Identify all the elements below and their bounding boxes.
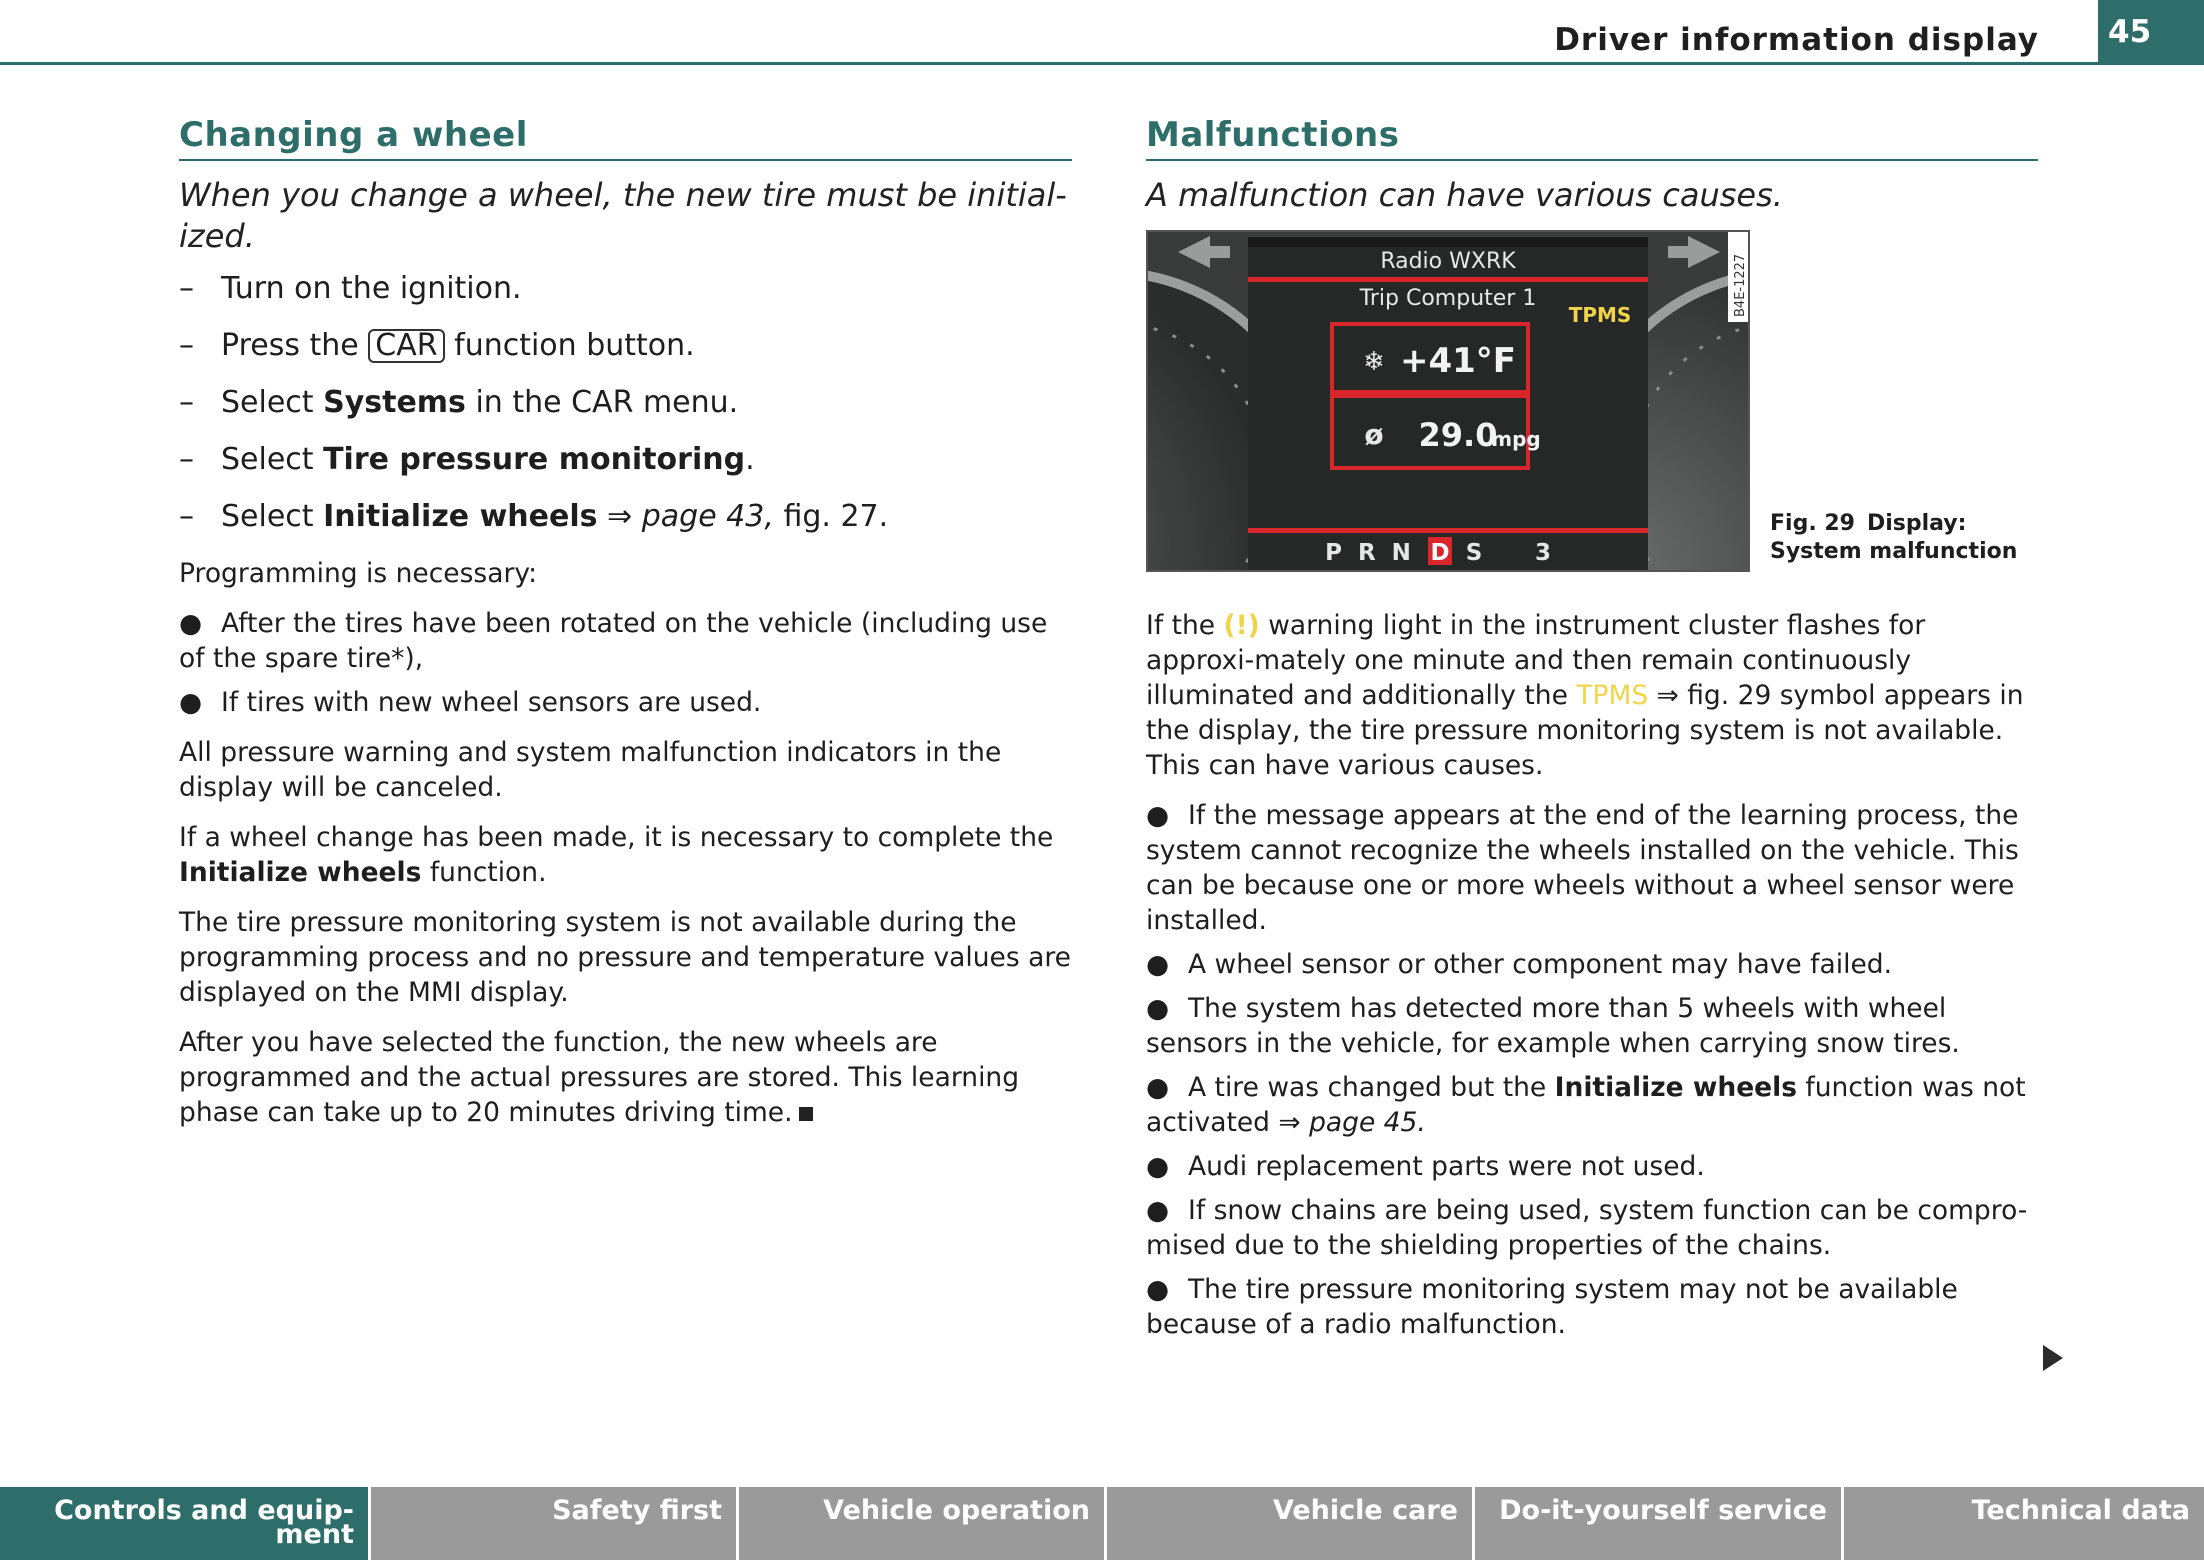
- tab-controls-and-equipment[interactable]: Controls and equip- ment: [0, 1487, 368, 1560]
- tab-technical-data[interactable]: Technical data: [1844, 1487, 2204, 1560]
- bullet-item: ● If the message appears at the end of the learning process, the system cannot recognize the wheels installed on the vehicle. This can be because one or more wheels without a wheel sensor were installed.: [1146, 800, 2019, 936]
- car-key-symbol: CAR: [368, 329, 444, 363]
- gear-number: 3: [1534, 540, 1552, 566]
- average-icon: ø: [1364, 418, 1384, 451]
- instrument-cluster-image: [1146, 230, 1750, 572]
- continue-arrow-icon: [2043, 1345, 2063, 1371]
- tab-vehicle-care[interactable]: Vehicle care: [1107, 1487, 1472, 1560]
- left-column: [179, 115, 1072, 1145]
- header-rule: [0, 62, 2204, 65]
- snowflake-icon: ❄: [1363, 347, 1385, 377]
- bullet-item: ● The system has detected more than 5 wheels with wheel sensors in the vehicle, for example when carrying snow tires.: [1146, 993, 1960, 1059]
- end-of-section-icon: [799, 1107, 813, 1121]
- gear-active: D: [1430, 540, 1450, 566]
- step-item: – Select Initialize wheels ⇒ page 43, fig. 27.: [179, 499, 889, 534]
- mpg-unit: mpg: [1491, 427, 1541, 451]
- para-warning: If the (!) warning light in the instrument cluster flashes for approxi-mately one minute and then remain continuously illuminated and additionally the TPMS ⇒ fig. 29 symbol appears in the display, the tire pressure monitoring system is not available. This can have various causes.: [1146, 610, 2024, 781]
- figure-code: B4E-1227: [1733, 253, 1748, 317]
- tab-vehicle-operation[interactable]: Vehicle operation: [739, 1487, 1104, 1560]
- right-column: [1146, 115, 2038, 1357]
- section-intro: A malfunction can have various causes.: [1146, 176, 1783, 214]
- tpms-warning-icon: (!): [1223, 610, 1260, 641]
- figure-caption: Fig. 29 Display: System malfunction: [1770, 511, 2018, 564]
- bullet-item: ● A tire was changed but the Initialize wheels function was not activated ⇒ page 45.: [1146, 1072, 2026, 1138]
- tab-do-it-yourself-service[interactable]: Do-it-yourself service: [1475, 1487, 1841, 1560]
- trip-computer-label: Trip Computer 1: [1359, 286, 1537, 311]
- bullet-item: ● If snow chains are being used, system function can be compro-mised due to the shielding properties of the chains.: [1146, 1195, 2028, 1261]
- bullet-item: ● Audi replacement parts were not used.: [1146, 1151, 1705, 1182]
- programming-bullets: [179, 606, 1072, 720]
- bullet-item: ● If tires with new wheel sensors are used.: [179, 687, 762, 718]
- footer-tab-bar: [0, 1487, 2204, 1560]
- para-learning: After you have selected the function, the new wheels are programmed and the actual pressures are stored. This learning phase can take up to 20 minutes driving time.: [179, 1027, 1020, 1128]
- step-item: – Press the CAR function button.: [179, 328, 695, 363]
- section-title-malfunctions: Malfunctions: [1146, 115, 2038, 161]
- para-cancel: All pressure warning and system malfunction indicators in the display will be canceled.: [179, 737, 1002, 803]
- temperature-value: +41°F: [1399, 341, 1517, 381]
- programming-intro: Programming is necessary:: [179, 558, 538, 589]
- bullet-item: ● The tire pressure monitoring system may not be available because of a radio malfunction.: [1146, 1274, 1958, 1340]
- step-item: – Turn on the ignition.: [179, 271, 522, 306]
- radio-label: Radio WXRK: [1380, 249, 1516, 274]
- gear-prefix: P R N: [1325, 540, 1415, 566]
- tab-safety-first[interactable]: Safety first: [371, 1487, 736, 1560]
- para-unavailable: The tire pressure monitoring system is not available during the programming process and no pressure and temperature values are displayed on the MMI display.: [179, 907, 1071, 1008]
- mpg-value: 29.0: [1418, 416, 1498, 454]
- para-wheel-change: If a wheel change has been made, it is necessary to complete the Initialize wheels function.: [179, 822, 1054, 888]
- tpms-inline-symbol: TPMS: [1576, 680, 1649, 711]
- section-intro: When you change a wheel, the new tire must be initial-ized.: [179, 176, 1067, 255]
- figure-29: [1146, 230, 2038, 586]
- causes-list: [1146, 798, 2038, 1342]
- tpms-label: TPMS: [1568, 303, 1632, 327]
- bullet-item: ● A wheel sensor or other component may have failed.: [1146, 949, 1892, 980]
- page-reference-link[interactable]: page 43,: [641, 499, 774, 534]
- page-number: 45: [2098, 0, 2204, 64]
- gear-suffix: S: [1465, 540, 1483, 566]
- figure-number: Fig. 29: [1770, 511, 1855, 536]
- cluster-illustration: [1148, 232, 1748, 570]
- step-item: – Select Systems in the CAR menu.: [179, 385, 739, 420]
- step-item: – Select Tire pressure monitoring.: [179, 442, 755, 477]
- bullet-item: ● After the tires have been rotated on the vehicle (including use of the spare tire*),: [179, 608, 1048, 674]
- step-list: [179, 271, 1072, 535]
- page-reference-link[interactable]: page 45.: [1309, 1107, 1426, 1138]
- section-title-changing-wheel: Changing a wheel: [179, 115, 1072, 161]
- running-header-title: Driver information display: [1554, 22, 2039, 58]
